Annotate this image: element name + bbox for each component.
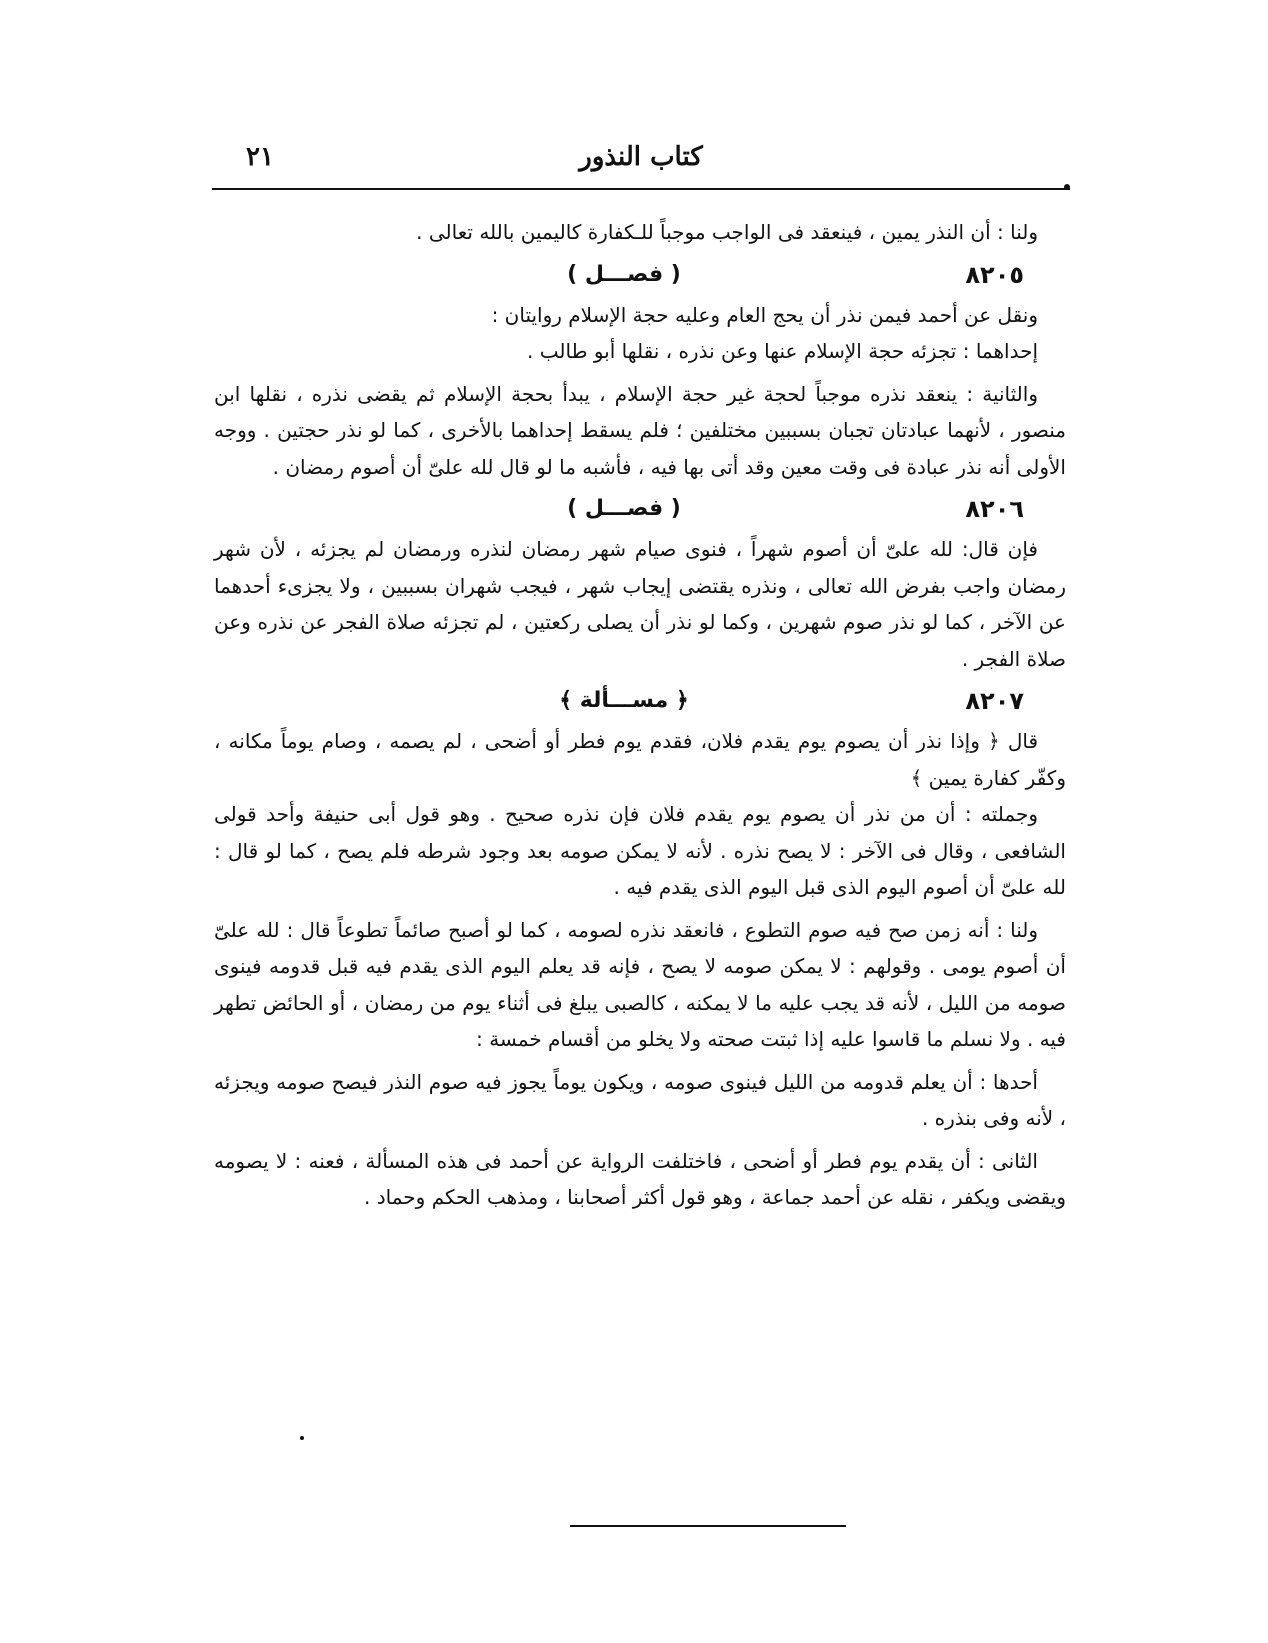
section-title-8205: ( فصـــل ) <box>567 261 681 287</box>
page-number: ٢١ <box>246 142 274 172</box>
page-header <box>212 138 1070 186</box>
paragraph-1: ولنا : أن النذر يمين ، فينعقد فى الواجب موجباً للـكفارة كاليمين بالله تعالى . <box>416 220 1038 244</box>
paragraph-8: ولنا : أنه زمن صح فيه صوم التطوع ، فانعقد نذره لصومه ، كما لو أصبح صائماً تطوعاً قال : لله علىّ أن أصوم يومى . وقولهم : لا يمكن صومه لا يصح ، فإنه قد يعلم اليوم الذى يقدم فيه قبل قدومه فينوى صومه من الليل ، لأنه قد يجب عليه ما لا يمكنه ، كالصبى يبلغ فى أثناء يوم من رمضان ، أو الحائض تطهر فيه . ولا نسلم ما قاسوا عليه إذا ثبتت صحته ولا يخلو من أقسام خمسة : <box>214 917 1066 1051</box>
page-body <box>214 214 1066 1216</box>
page-title: كتاب النذور <box>579 142 703 172</box>
paragraph-3: إحداهما : تجزئه حجة الإسلام عنها وعن نذره ، نقلها أبو طالب . <box>527 339 1038 363</box>
print-speck <box>300 1436 304 1440</box>
header-rule-ornament <box>1064 184 1070 190</box>
section-number-8207: ٨٢٠٧ <box>965 687 1024 715</box>
section-heading-8207 <box>214 677 1066 723</box>
paragraph-2: ونقل عن أحمد فيمن نذر أن يحج العام وعليه حجة الإسلام روايتان : <box>491 302 1038 327</box>
section-number-8206: ٨٢٠٦ <box>965 495 1024 523</box>
paragraph-7: وجملته : أن من نذر أن يصوم يوم يقدم فلان فإن نذره صحيح . وهو قول أبى حنيفة وأحد قولى الشافعى ، وقال فى الآخر : لا يصح نذره . لأنه لا يمكن صومه بعد وجود شرطه فلم يصح ، كما لو قال : لله علىّ أن أصوم اليوم الذى قبل اليوم الذى يقدم فيه . <box>214 802 1066 899</box>
section-heading-8206 <box>214 485 1066 531</box>
paragraph-9: أحدها : أن يعلم قدومه من الليل فينوى صومه ، ويكون يوماً يجوز فيه صوم النذر فيصح صومه ويجزئه ، لأنه وفى بنذره . <box>214 1069 1066 1130</box>
paragraph-4: والثانية : ينعقد نذره موجباً لحجة غير حجة الإسلام ، يبدأ بحجة الإسلام ثم يقضى نذره ، نقلها ابن منصور ، لأنهما عبادتان تجبان بسببين مختلفين ؛ فلم يسقط إحداهما بالأخرى ، كما لو نذر حجتين . ووجه الأولى أنه نذر عبادة فى وقت معين وقد أتى بها فيه ، فأشبه ما لو قال لله علىّ أن أصوم رمضان . <box>214 381 1066 479</box>
section-title-8206: ( فصـــل ) <box>567 496 681 521</box>
paragraph-6: قال ﴿ وإذا نذر أن يصوم يوم يقدم فلان، فقدم يوم فطر أو أضحى ، لم يصمه ، وصام يوماً مكانه ، وكفّر كفارة يمين ﴾ <box>214 729 1066 790</box>
section-number-8205: ٨٢٠٥ <box>965 260 1024 289</box>
paragraph-5: فإن قال: لله علىّ أن أصوم شهراً ، فنوى صيام شهر رمضان لنذره ورمضان لم يجزئه ، لأن شهر رمضان واجب بفرض الله تعالى ، ونذره يقتضى إيجاب شهر ، فيجب شهران بسببين ، ولا يجزىء أحدهما عن الآخر ، كما لو نذر صوم شهرين ، وكما لو نذر أن يصلى ركعتين ، لم تجزئه صلاة الفجر عن نذره وعن صلاة الفجر . <box>214 537 1066 671</box>
paragraph-10: الثانى : أن يقدم يوم فطر أو أضحى ، فاختلفت الرواية عن أحمد فى هذه المسألة ، فعنه : لا يصومه ويقضى ويكفر ، نقله عن أحمد جماعة ، وهو قول أكثر أصحابنا ، ومذهب الحكم وحماد . <box>214 1148 1066 1209</box>
header-rule <box>212 188 1070 190</box>
section-title-8207: ﴿ مســـألة ﴾ <box>559 688 689 713</box>
footer-rule <box>570 1525 846 1527</box>
section-heading-8205 <box>214 251 1066 297</box>
